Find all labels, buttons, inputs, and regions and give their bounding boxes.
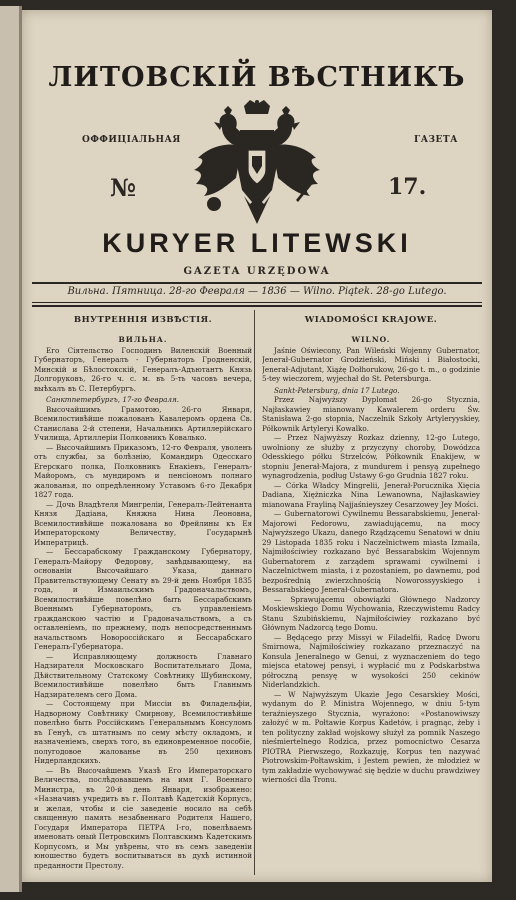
left-lead-paragraph: Его Сіятельство Господинъ Виленскій Военный Губернаторъ, Генералъ - Губернаторъ Гродненскій, Минскій и Бѣлостокскій, Генералъ-Адъютантъ Князь Долгоруковъ, 26-го ч. с. м. въ 5-ть часовъ вечера, выѣхалъ въ С. Петербургъ. — [34, 345, 252, 393]
dateline-rule-top — [32, 282, 482, 284]
right-paragraph: Przez Najwyższy Dyplomat 26-go Stycznia, Najłaskawiey mianowany Kawalerem orderu Św. Stanisława 2-go stopnia, Naczelnik Szkoły Artyleryyskiey, Półkownik Artyleryi Kowalko. — [262, 395, 480, 433]
adjacent-page-edge — [0, 6, 22, 892]
left-paragraph: — Въ Высочайшемъ Указѣ Его Императорскаго Величества, послѣдовавшемъ на имя Г. Военнаго Министра, въ 20-й день Января, изображено: «Назначивъ учредить въ г. Полтавѣ Кадетскій Корпусъ, и желая, чтобы и сіе заведеніе носило на себѣ священную память незабвеннаго Родителя Нашего, Государя Императора ПЕТРА І-го, повелѣваемъ именовать оный Петровскимъ Полтавскимъ Кадетскимъ Корпусомъ, и Мы увѣрены, что въ семъ заведеніи юношество будетъ воспитываться въ духѣ истинной преданности Престолу. — [34, 765, 252, 870]
left-paragraph: — Высочайшимъ Приказомъ, 12-го Февраля, уволенъ отъ службы, за болѣзнію, Командиръ Одесскаго Егерскаго полка, Полковникъ Енакіевъ, Генералъ-Майоромъ, съ мундиромъ и пенсіономъ полнаго жалованья, по опредѣленному Уставомъ 6-го Декабря 1827 года. — [34, 442, 252, 499]
dateline-rule-bottom-thick — [32, 305, 482, 307]
right-paragraph: — Będącego przy Missyi w Filadelfii, Radcę Dworu Smirnowa, Najmiłościwiey rozkazano przeznaczyć na Konsula Jeneralnego w Genui, z wyznaczeniem do tego miejsca etatowej pensyi, i wypłacić mu z Podskarbstwa półroczną pensyę w wysokości 250 cekinów Niderlandzkich. — [262, 632, 480, 689]
right-dateline: Sankt-Petersburg, dnia 17 Lutego. — [274, 385, 400, 395]
right-city-heading: WILNO. — [351, 335, 391, 344]
right-paragraph: — Córka Władcy Mingrelii, Jenerał-Porucznika Xięcia Dadiana, Xiężniczka Nina Lewanowna, Najłaskawiey mianowana Frayliną Najjaśnieyszey Cesarzowey Jey Mości. — [262, 480, 480, 509]
right-paragraph: — W Najwyższym Ukazie Jego Cesarskiey Mości, wydanym do P. Ministra Wojennego, w dniu 5-tym teraźnieyszego Stycznia, wyrażono: «Postanowiwszy założyć w m. Połtawie Korpus Kadetów, i pragnąc, żeby i ten polityczny zakład wojskowy służył za pomnik Naszego nieśmiertelnego Rodzica, przez pomocnictwo Cesarza PIOTRA Pierwszego, Rozkazuję, Korpus ten nazywać Piotrowskim-Połtawskim, i Jestem pewien, że młodzież w tym zakładzie wychowywać się będzie w duchu prawdziwey wierności dla Tronu. — [262, 689, 480, 784]
masthead-subtitle-right: ГАЗЕТА — [414, 135, 458, 145]
column-divider — [254, 310, 255, 875]
double-headed-eagle-icon — [192, 100, 322, 225]
left-column-russian — [34, 335, 252, 875]
right-lead-paragraph: Jaśnie Oświecony, Pan Wileński Wojenny Gubernator, Jenerał-Gubernator Grodzieński, Miński i Białostocki, Jenerał-Adjutant, Xiążę Dołhorukow, 26-go t. m., o godzinie 5-tey wieczorem, wyjechał do St. Petersburga. — [262, 345, 480, 383]
right-paragraph: — Przez Najwyższy Rozkaz dzienny, 12-go Lutego, uwolniony ze służby z przyczyny choroby, Dowódzca Odesskiego półku Strzelców, Półkownik Enakijew, w stopniu Jenerał-Majora, z mundurem i pensyą zupełnego wynagrodzenia, podług Ustawy 6-go Grudnia 1827 roku. — [262, 433, 480, 480]
left-paragraph: — Состоящему при Миссіи въ Филадельфіи, Надворному Совѣтнику Смирнову, Всемилостивѣйше повелѣно быть Россійскимъ Генеральнымъ Консуломъ въ Генуѣ, съ штатнымъ по сему мѣсту окладомъ, и назначеніемъ, сверхъ того, въ единовременное пособіе, полугодовое жалованье въ 250 цехиновъ Нидерландскихъ. — [34, 699, 252, 765]
dateline: Вильна. Пятница. 28-го Февраля — 1836 — Wilno. Piątek. 28-go Lutego. — [67, 286, 447, 297]
right-paragraph: — Sprawującemu obowiązki Głównego Nadzorcy Moskiewskiego Domu Wychowania, Rzeczywistemu Radcy Stanu Szubińskiemu, Najmiłościwiey rozkazano być Głównym Nadzorcą tego Domu. — [262, 594, 480, 632]
left-paragraph: — Исправляющему должность Главнаго Надзирателя Московскаго Воспитательнаго Дома, Дѣйствительному Статскому Совѣтнику Шубинскому, Всемилостивѣйше повелѣно быть Главнымъ Надзирателемъ сего Дома. — [34, 651, 252, 699]
dateline-rule-bottom — [32, 302, 482, 303]
masthead-title-latin: KURYER LITEWSKI — [102, 228, 412, 258]
left-dateline: Санктпетербургъ, 17-го Февраля. — [46, 395, 180, 404]
left-paragraph: — Бессарабскому Гражданскому Губернатору, Генералъ-Майору Федорову, завѣдывающему, на основаніи Высочайшаго Указа, даннаго Правительствующему Сенату въ 29-й день Ноября 1835 года, и Измаильскимъ Градоначальствомъ, Всемилостивѣйше повелѣно быть Бессарабскимъ Военнымъ Губернаторомъ, съ управленіемъ гражданскою частію и Градоначальствомъ, а съ оставленіемъ, по прежнему, подъ непосредственнымъ начальствомъ Новороссійскаго и Бессарабскаго Генералъ-Губернатора. — [34, 547, 252, 651]
issue-number-value: 17. — [388, 174, 427, 200]
masthead-title-russian: ЛИТОВСКІЙ ВѢСТНИКЪ — [48, 62, 466, 93]
left-paragraph: Высочайшимъ Грамотою, 26-го Января, Всемилостивѣйше пожалованъ Кавалеромъ ордена Св. Станислава 2-й степени, Начальникъ Артиллерійскаго Училища, Артиллеріи Полковникъ Ковалько. — [34, 404, 252, 442]
masthead-subtitle-latin: GAZETA URZĘDOWA — [183, 266, 331, 277]
masthead-subtitle-left: ОФФИЦІАЛЬНАЯ — [82, 135, 181, 145]
right-paragraph: — Gubernatorowi Cywilnemu Bessarabskiemu, Jenerał-Majorowi Fedorowu, zawiadującemu, na mocy Najwyższego Ukazu, danego Rządzącemu Senatowi w dniu 29 Listopada 1835 roku i Naczelnictwem miasta Izmaila, Najmiłościwiey rozkazano być Bessarabskim Wojennym Gubernatorem z zarządem sprawami cywilnemi i Naczelnictwem miasta, i z pozostaniem, po dawnemu, pod bezpośrednią zwierzchnością Noworossyyskiego i Bessarabskiego Jenerał-Gubernatora. — [262, 509, 480, 594]
right-column-heading: WIADOMOŚCI KRAJOWE. — [304, 315, 438, 325]
left-column-heading: ВНУТРЕННІЯ ИЗВѢСТІЯ. — [73, 315, 213, 325]
newspaper-page — [22, 10, 492, 882]
issue-number-label: № — [110, 173, 137, 202]
left-paragraph: — Дочь Владѣтеля Мингреліи, Генералъ-Лейтенанта Князя Дадіана, Княжна Нина Леоновна, Всемилостивѣйше пожалована во Фрейлины къ Ея Императорскому Величеству, Государынѣ Императрицѣ. — [34, 499, 252, 547]
right-column-polish — [262, 335, 480, 875]
left-city-heading: ВИЛЬНА. — [118, 335, 168, 344]
